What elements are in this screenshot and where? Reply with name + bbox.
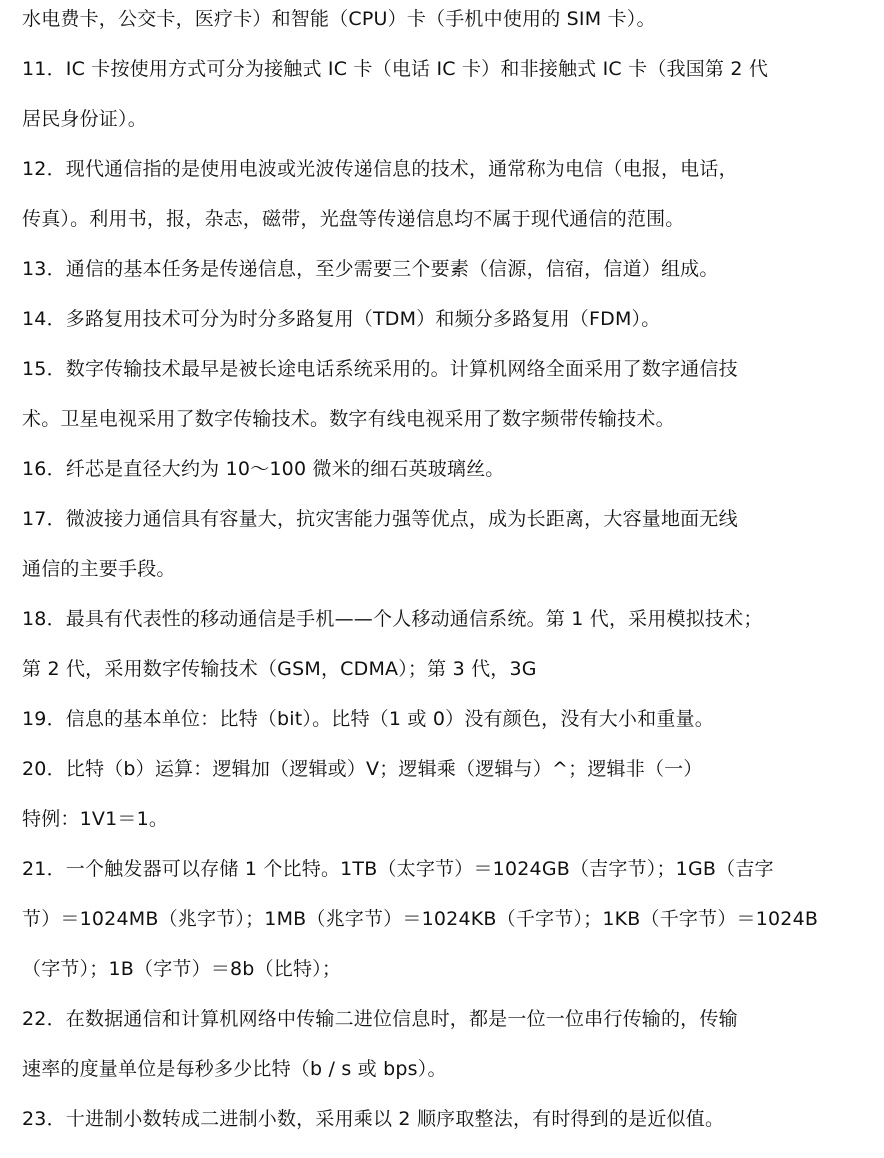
- text-line: 传真）。利用书，报，杂志，磁带，光盘等传递信息均不属于现代通信的范围。: [22, 208, 685, 230]
- text-line: 12．现代通信指的是使用电波或光波传递信息的技术，通常称为电信（电报，电话，: [22, 158, 738, 180]
- text-line: 11．IC 卡按使用方式可分为接触式 IC 卡（电话 IC 卡）和非接触式 IC 卡（我国第 2 代: [22, 58, 769, 80]
- text-line: 18．最具有代表性的移动通信是手机——个人移动通信系统。第 1 代，采用模拟技术；: [22, 608, 763, 630]
- text-line: 19．信息的基本单位：比特（bit）。比特（1 或 0）没有颜色，没有大小和重量。: [22, 708, 714, 730]
- text-line: （字节）；1B（字节）＝8b（比特）；: [22, 958, 342, 980]
- text-line: 14．多路复用技术可分为时分多路复用（TDM）和频分多路复用（FDM）。: [22, 308, 661, 330]
- text-line: 22．在数据通信和计算机网络中传输二进位信息时，都是一位一位串行传输的，传输: [22, 1008, 738, 1030]
- text-line: 21．一个触发器可以存储 1 个比特。1TB（太字节）＝1024GB（吉字节）；1GB（吉字: [22, 858, 774, 880]
- text-line: 特例：1V1＝1。: [22, 808, 169, 830]
- text-line: 23．十进制小数转成二进制小数，采用乘以 2 顺序取整法，有时得到的是近似值。: [22, 1108, 725, 1130]
- text-line: 水电费卡，公交卡，医疗卡）和智能（CPU）卡（手机中使用的 SIM 卡）。: [22, 8, 656, 30]
- text-line: 节）＝1024MB（兆字节）；1MB（兆字节）＝1024KB（千字节）；1KB（千字节）＝1024B: [22, 908, 819, 930]
- text-line: 16．纤芯是直径大约为 10～100 微米的细石英玻璃丝。: [22, 458, 505, 480]
- text-line: 居民身份证）。: [22, 108, 147, 130]
- text-line: 速率的度量单位是每秒多少比特（b / s 或 bps）。: [22, 1058, 447, 1080]
- text-line: 15．数字传输技术最早是被长途电话系统采用的。计算机网络全面采用了数字通信技: [22, 358, 738, 380]
- text-line: 17．微波接力通信具有容量大，抗灾害能力强等优点，成为长距离，大容量地面无线: [22, 508, 738, 530]
- text-line: 术。卫星电视采用了数字传输技术。数字有线电视采用了数字频带传输技术。: [22, 408, 675, 430]
- text-line: 通信的主要手段。: [22, 558, 176, 580]
- text-line: 20．比特（b）运算：逻辑加（逻辑或）V；逻辑乘（逻辑与）^；逻辑非（一）: [22, 758, 703, 780]
- text-line: 第 2 代，采用数字传输技术（GSM，CDMA）；第 3 代，3G: [22, 658, 537, 680]
- text-line: 13．通信的基本任务是传递信息，至少需要三个要素（信源，信宿，信道）组成。: [22, 258, 719, 280]
